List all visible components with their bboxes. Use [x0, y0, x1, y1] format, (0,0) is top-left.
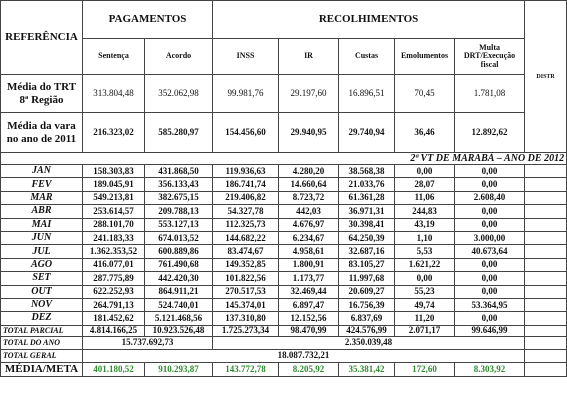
extra-cell: [525, 272, 567, 285]
table-row: [1, 231, 567, 244]
cell: 4.280,20: [279, 165, 339, 178]
cell: 16.756,39: [339, 298, 395, 311]
label-total-ano: TOTAL DO ANO: [1, 336, 83, 349]
cell: 11.997,68: [339, 272, 395, 285]
total-geral-value: 18.087.732,21: [83, 349, 525, 362]
cell: 158.303,83: [83, 165, 145, 178]
cell: 6.897,47: [279, 298, 339, 311]
cell: 43,19: [395, 218, 455, 231]
cell: 64.250,39: [339, 231, 395, 244]
cell: 4.676,97: [279, 218, 339, 231]
label-total-geral: TOTAL GERAL: [1, 349, 83, 362]
cell: 99.981,76: [213, 75, 279, 113]
label-media-meta: MÉDIA/META: [1, 362, 83, 376]
cell: 553.127,13: [145, 218, 213, 231]
cell: 622.252,93: [83, 285, 145, 298]
cell: 189.045,91: [83, 178, 145, 191]
extra-cell: [525, 325, 567, 336]
cell: 143.772,78: [213, 362, 279, 376]
cell: 8.723,72: [279, 191, 339, 204]
header-row-1: [1, 1, 567, 39]
table-row: [1, 191, 567, 204]
cell: 0,00: [395, 272, 455, 285]
cell: 181.452,62: [83, 312, 145, 325]
table-row: [1, 178, 567, 191]
cell: 313.804,48: [83, 75, 145, 113]
total-ano-pagamentos: 15.737.692,73: [83, 336, 213, 349]
cell: 83.474,67: [213, 245, 279, 258]
cell: 0,00: [455, 272, 525, 285]
cell: 98.470,99: [279, 325, 339, 336]
cell: 382.675,15: [145, 191, 213, 204]
row-media-vara: [1, 113, 567, 153]
cell: 5,53: [395, 245, 455, 258]
extra-cell: [525, 285, 567, 298]
cell: 209.788,13: [145, 205, 213, 218]
section-banner-row: [1, 153, 567, 165]
cell: 864.911,21: [145, 285, 213, 298]
cell: 29.740,94: [339, 113, 395, 153]
month-label: OUT: [1, 285, 83, 298]
col-header-ir: IR: [279, 39, 339, 75]
cell: 1.362.353,52: [83, 245, 145, 258]
cell: 0,00: [455, 312, 525, 325]
table-row: [1, 272, 567, 285]
table-row: [1, 312, 567, 325]
cell: 28,07: [395, 178, 455, 191]
cell: 1.621,22: [395, 258, 455, 271]
header-extra-column: DISTR: [525, 1, 567, 153]
month-label: MAR: [1, 191, 83, 204]
table-row: [1, 245, 567, 258]
cell: 442,03: [279, 205, 339, 218]
cell: 21.033,76: [339, 178, 395, 191]
row-total-ano: [1, 336, 567, 349]
cell: 219.406,82: [213, 191, 279, 204]
cell: 0,00: [455, 205, 525, 218]
extra-cell: [525, 191, 567, 204]
cell: 1.173,77: [279, 272, 339, 285]
extra-cell: [525, 231, 567, 244]
cell: 0,00: [455, 165, 525, 178]
cell: 356.133,43: [145, 178, 213, 191]
cell: 0,00: [455, 258, 525, 271]
cell: 49,74: [395, 298, 455, 311]
month-label: MAI: [1, 218, 83, 231]
cell: 549.213,81: [83, 191, 145, 204]
col-header-acordo: Acordo: [145, 39, 213, 75]
cell: 401.180,52: [83, 362, 145, 376]
cell: 36,46: [395, 113, 455, 153]
row-total-geral: [1, 349, 567, 362]
cell: 149.352,85: [213, 258, 279, 271]
cell: 83.105,27: [339, 258, 395, 271]
cell: 4.814.166,25: [83, 325, 145, 336]
cell: 16.896,51: [339, 75, 395, 113]
cell: 55,23: [395, 285, 455, 298]
cell: 8.205,92: [279, 362, 339, 376]
table-row: [1, 298, 567, 311]
extra-cell: [525, 362, 567, 376]
cell: 36.971,31: [339, 205, 395, 218]
cell: 0,00: [395, 165, 455, 178]
cell: 5.121.468,56: [145, 312, 213, 325]
cell: 6.234,67: [279, 231, 339, 244]
cell: 6.837,69: [339, 312, 395, 325]
cell: 416.077,01: [83, 258, 145, 271]
cell: 29.197,60: [279, 75, 339, 113]
cell: 112.325,73: [213, 218, 279, 231]
cell: 3.000,00: [455, 231, 525, 244]
extra-cell: [525, 218, 567, 231]
cell: 99.646,99: [455, 325, 525, 336]
table-row: [1, 285, 567, 298]
month-label: JAN: [1, 165, 83, 178]
cell: 241.183,33: [83, 231, 145, 244]
cell: 270.517,53: [213, 285, 279, 298]
row-total-parcial: [1, 325, 567, 336]
row-media-trt: [1, 75, 567, 113]
table-row: [1, 218, 567, 231]
cell: 70,45: [395, 75, 455, 113]
cell: 431.868,50: [145, 165, 213, 178]
cell: 761.490,68: [145, 258, 213, 271]
extra-cell: [525, 245, 567, 258]
cell: 288.101,70: [83, 218, 145, 231]
cell: 14.660,64: [279, 178, 339, 191]
cell: 0,00: [455, 178, 525, 191]
header-recolhimentos: RECOLHIMENTOS: [213, 1, 525, 39]
cell: 11,20: [395, 312, 455, 325]
cell: 8.303,92: [455, 362, 525, 376]
cell: 600.889,86: [145, 245, 213, 258]
label-media-trt: Média do TRT 8ª Região: [1, 75, 83, 113]
cell: 2.071,17: [395, 325, 455, 336]
cell: 216.323,02: [83, 113, 145, 153]
cell: 40.673,64: [455, 245, 525, 258]
table-row: [1, 165, 567, 178]
cell: 38.568,38: [339, 165, 395, 178]
cell: 244,83: [395, 205, 455, 218]
month-label: JUN: [1, 231, 83, 244]
cell: 32.687,16: [339, 245, 395, 258]
cell: 264.791,13: [83, 298, 145, 311]
cell: 29.940,95: [279, 113, 339, 153]
header-referencia: REFERÊNCIA: [1, 1, 83, 75]
month-label: DEZ: [1, 312, 83, 325]
cell: 352.062,98: [145, 75, 213, 113]
cell: 145.374,01: [213, 298, 279, 311]
cell: 172,60: [395, 362, 455, 376]
cell: 11,06: [395, 191, 455, 204]
col-header-sentenca: Sentença: [83, 39, 145, 75]
extra-cell: [525, 165, 567, 178]
row-media-meta: [1, 362, 567, 376]
extra-cell: [525, 349, 567, 362]
cell: 0,00: [455, 285, 525, 298]
cell: 0,00: [455, 218, 525, 231]
cell: 154.456,60: [213, 113, 279, 153]
label-total-parcial: TOTAL PARCIAL: [1, 325, 83, 336]
cell: 30.398,41: [339, 218, 395, 231]
cell: 10.923.526,48: [145, 325, 213, 336]
cell: 1.725.273,34: [213, 325, 279, 336]
cell: 12.152,56: [279, 312, 339, 325]
col-header-multa: Multa DRT/Execução fiscal: [455, 39, 525, 75]
month-label: FEV: [1, 178, 83, 191]
total-ano-recolhimentos: 2.350.039,48: [213, 336, 525, 349]
table-row: [1, 205, 567, 218]
cell: 2.608,40: [455, 191, 525, 204]
extra-cell: [525, 336, 567, 349]
cell: 144.682,22: [213, 231, 279, 244]
months-body: [1, 165, 567, 326]
cell: 61.361,28: [339, 191, 395, 204]
label-media-vara: Média da vara no ano de 2011: [1, 113, 83, 153]
cell: 35.381,42: [339, 362, 395, 376]
cell: 101.822,56: [213, 272, 279, 285]
month-label: NOV: [1, 298, 83, 311]
cell: 186.741,74: [213, 178, 279, 191]
extra-cell: [525, 258, 567, 271]
cell: 524.740,01: [145, 298, 213, 311]
month-label: JUL: [1, 245, 83, 258]
cell: 1.800,91: [279, 258, 339, 271]
table-row: [1, 258, 567, 271]
header-row-2: [1, 39, 567, 75]
cell: 585.280,97: [145, 113, 213, 153]
cell: 53.364,95: [455, 298, 525, 311]
extra-cell: [525, 298, 567, 311]
cell: 424.576,99: [339, 325, 395, 336]
month-label: AGO: [1, 258, 83, 271]
cell: 4.958,61: [279, 245, 339, 258]
col-header-custas: Custas: [339, 39, 395, 75]
cell: 20.609,27: [339, 285, 395, 298]
cell: 1,10: [395, 231, 455, 244]
extra-cell: [525, 312, 567, 325]
cell: 119.936,63: [213, 165, 279, 178]
section-title: 2ª VT DE MARABÁ – ANO DE 2012: [1, 153, 567, 165]
cell: 287.775,89: [83, 272, 145, 285]
extra-cell: [525, 178, 567, 191]
extra-cell: [525, 205, 567, 218]
cell: 674.013,52: [145, 231, 213, 244]
cell: 54.327,78: [213, 205, 279, 218]
cell: 253.614,57: [83, 205, 145, 218]
cell: 32.469,44: [279, 285, 339, 298]
month-label: ABR: [1, 205, 83, 218]
header-pagamentos: PAGAMENTOS: [83, 1, 213, 39]
cell: 442.420,30: [145, 272, 213, 285]
col-header-emolumentos: Emolumentos: [395, 39, 455, 75]
cell: 1.781,08: [455, 75, 525, 113]
cell: 137.310,80: [213, 312, 279, 325]
cell: 910.293,87: [145, 362, 213, 376]
col-header-inss: INSS: [213, 39, 279, 75]
cell: 12.892,62: [455, 113, 525, 153]
month-label: SET: [1, 272, 83, 285]
